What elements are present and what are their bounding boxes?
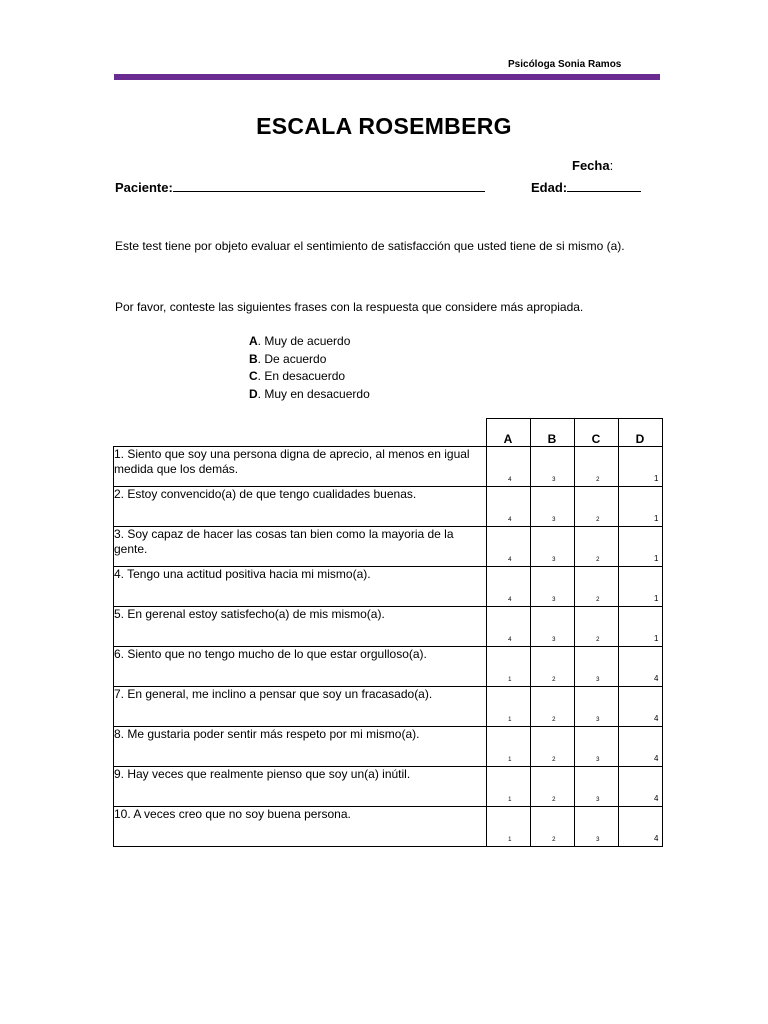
score-value: 1 — [508, 837, 512, 843]
score-value: 4 — [508, 597, 512, 603]
answer-cell-b[interactable] — [530, 687, 574, 727]
table-row — [114, 607, 663, 647]
answer-cell-c[interactable] — [574, 807, 618, 847]
score-value: 2 — [552, 717, 556, 723]
header-rule — [114, 74, 660, 80]
statement-text: 1. Siento que soy una persona digna de aprecio, al menos en igual medida que los demás. — [114, 447, 487, 487]
score-value: 2 — [552, 837, 556, 843]
table-row — [114, 527, 663, 567]
score-value: 3 — [596, 837, 600, 843]
table-row — [114, 767, 663, 807]
page-title: ESCALA ROSEMBERG — [256, 113, 512, 139]
statement-text: 5. En gerenal estoy satisfecho(a) de mis mismo(a). — [114, 607, 487, 647]
statement-text: 4. Tengo una actitud positiva hacia mi mismo(a). — [114, 567, 487, 607]
score-value: 2 — [596, 517, 600, 523]
table-row — [114, 807, 663, 847]
answer-cell-d[interactable] — [618, 527, 662, 567]
edad-field — [531, 179, 641, 195]
score-value: 1 — [654, 514, 659, 523]
answer-cell-d[interactable] — [618, 567, 662, 607]
answer-cell-a[interactable] — [486, 567, 530, 607]
score-value: 3 — [596, 797, 600, 803]
paciente-field — [115, 179, 485, 195]
score-value: 1 — [654, 474, 659, 483]
table-row — [114, 687, 663, 727]
author-name: Psicóloga Sonia Ramos — [508, 59, 622, 70]
answer-cell-a[interactable] — [486, 687, 530, 727]
edad-label: Edad: — [531, 180, 568, 195]
answer-cell-b[interactable] — [530, 447, 574, 487]
score-value: 3 — [596, 677, 600, 683]
option-b — [249, 351, 370, 369]
answer-cell-d[interactable] — [618, 727, 662, 767]
fecha-field — [572, 158, 613, 173]
column-header-b: B — [530, 419, 574, 447]
option-text: . Muy en desacuerdo — [257, 386, 370, 401]
column-header-a: A — [486, 419, 530, 447]
table-row — [114, 567, 663, 607]
paciente-blank-line — [173, 179, 485, 192]
score-value: 4 — [508, 557, 512, 563]
answer-cell-c[interactable] — [574, 647, 618, 687]
score-value: 1 — [654, 634, 659, 643]
score-value: 1 — [508, 797, 512, 803]
answer-cell-b[interactable] — [530, 487, 574, 527]
answer-cell-c[interactable] — [574, 447, 618, 487]
answer-cell-d[interactable] — [618, 807, 662, 847]
option-d — [249, 386, 370, 404]
rosenberg-scale-table — [113, 418, 663, 847]
score-value: 2 — [552, 677, 556, 683]
answer-cell-b[interactable] — [530, 767, 574, 807]
score-value: 1 — [508, 677, 512, 683]
score-value: 4 — [654, 794, 659, 803]
option-letter: A — [249, 334, 258, 348]
statement-text: 8. Me gustaria poder sentir más respeto por mi mismo(a). — [114, 727, 487, 767]
intro-text: Este test tiene por objeto evaluar el sentimiento de satisfacción que usted tiene de si mismo (a). — [115, 239, 625, 253]
answer-cell-a[interactable] — [486, 727, 530, 767]
option-text: . De acuerdo — [257, 351, 327, 366]
statement-text: 2. Estoy convencido(a) de que tengo cualidades buenas. — [114, 487, 487, 527]
instructions-text: Por favor, conteste las siguientes frases con la respuesta que considere más apropiada. — [115, 300, 584, 314]
answer-options — [249, 333, 370, 403]
answer-cell-c[interactable] — [574, 527, 618, 567]
answer-cell-b[interactable] — [530, 727, 574, 767]
table-row — [114, 727, 663, 767]
score-value: 4 — [654, 754, 659, 763]
score-value: 1 — [654, 554, 659, 563]
option-letter: B — [249, 351, 258, 366]
option-c — [249, 368, 370, 386]
option-letter: D — [249, 386, 258, 401]
score-value: 2 — [596, 557, 600, 563]
answer-cell-c[interactable] — [574, 607, 618, 647]
fecha-colon: : — [609, 158, 614, 173]
answer-cell-a[interactable] — [486, 527, 530, 567]
answer-cell-b[interactable] — [530, 567, 574, 607]
answer-cell-a[interactable] — [486, 487, 530, 527]
statement-text: 9. Hay veces que realmente pienso que soy un(a) inútil. — [114, 767, 487, 807]
score-value: 3 — [552, 557, 556, 563]
option-text: . Muy de acuerdo — [257, 334, 351, 348]
answer-cell-d[interactable] — [618, 607, 662, 647]
answer-cell-b[interactable] — [530, 647, 574, 687]
statement-text: 3. Soy capaz de hacer las cosas tan bien como la mayoria de la gente. — [114, 527, 487, 567]
answer-cell-c[interactable] — [574, 487, 618, 527]
score-value: 1 — [508, 717, 512, 723]
score-value: 3 — [552, 597, 556, 603]
answer-cell-d[interactable] — [618, 447, 662, 487]
score-value: 1 — [654, 594, 659, 603]
answer-cell-d[interactable] — [618, 647, 662, 687]
score-value: 2 — [596, 477, 600, 483]
score-value: 3 — [596, 757, 600, 763]
fecha-label: Fecha — [572, 158, 610, 173]
answer-cell-c[interactable] — [574, 567, 618, 607]
answer-cell-d[interactable] — [618, 487, 662, 527]
score-value: 4 — [654, 674, 659, 683]
table-header-row — [114, 419, 663, 447]
answer-cell-c[interactable] — [574, 767, 618, 807]
answer-cell-c[interactable] — [574, 687, 618, 727]
score-value: 1 — [508, 757, 512, 763]
score-value: 4 — [508, 637, 512, 643]
answer-cell-d[interactable] — [618, 687, 662, 727]
paciente-label: Paciente: — [115, 180, 173, 195]
score-value: 4 — [508, 517, 512, 523]
answer-cell-a[interactable] — [486, 447, 530, 487]
answer-cell-a[interactable] — [486, 607, 530, 647]
statement-text: 10. A veces creo que no soy buena persona. — [114, 807, 487, 847]
answer-cell-a[interactable] — [486, 807, 530, 847]
score-value: 2 — [596, 597, 600, 603]
table-row — [114, 487, 663, 527]
score-value: 3 — [596, 717, 600, 723]
score-value: 2 — [552, 757, 556, 763]
answer-cell-a[interactable] — [486, 647, 530, 687]
header-blank-cell — [114, 419, 487, 447]
answer-cell-d[interactable] — [618, 767, 662, 807]
answer-cell-b[interactable] — [530, 807, 574, 847]
answer-cell-a[interactable] — [486, 767, 530, 807]
score-value: 4 — [508, 477, 512, 483]
option-letter: C — [249, 369, 258, 383]
score-value: 3 — [552, 517, 556, 523]
column-header-c: C — [574, 419, 618, 447]
edad-blank-line — [567, 179, 641, 192]
option-a — [249, 333, 370, 351]
answer-cell-c[interactable] — [574, 727, 618, 767]
table-row — [114, 447, 663, 487]
column-header-d: D — [618, 419, 662, 447]
score-value: 4 — [654, 714, 659, 723]
score-value: 4 — [654, 834, 659, 843]
answer-cell-b[interactable] — [530, 607, 574, 647]
score-value: 2 — [596, 637, 600, 643]
score-value: 3 — [552, 477, 556, 483]
score-value: 2 — [552, 797, 556, 803]
statement-text: 7. En general, me inclino a pensar que soy un fracasado(a). — [114, 687, 487, 727]
statement-text: 6. Siento que no tengo mucho de lo que estar orgulloso(a). — [114, 647, 487, 687]
option-text: . En desacuerdo — [257, 369, 346, 383]
table-row — [114, 647, 663, 687]
answer-cell-b[interactable] — [530, 527, 574, 567]
score-value: 3 — [552, 637, 556, 643]
